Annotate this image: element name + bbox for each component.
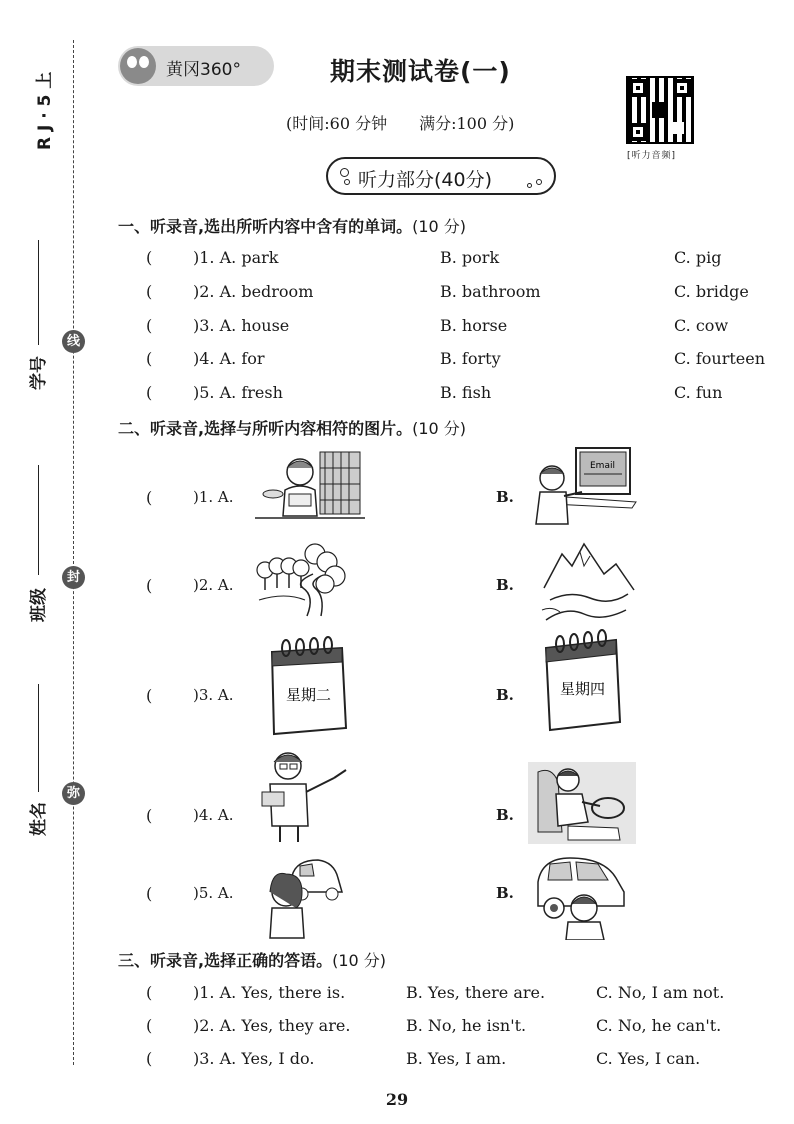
calendar-picture-a[interactable] xyxy=(266,636,348,738)
part3-q3-b: B. Yes, I am. xyxy=(406,1049,507,1068)
part3-q1-a: )1. A. Yes, there is. xyxy=(193,983,346,1002)
seal-mark-close: 弥 xyxy=(62,782,85,805)
part2-q5-a-label: )5. A. xyxy=(193,884,234,902)
answer-paren[interactable]: ( xyxy=(146,806,153,825)
brand-badge xyxy=(118,46,274,86)
man-driving-picture[interactable] xyxy=(528,762,636,844)
part1-q2-b: B. bathroom xyxy=(440,282,541,301)
answer-paren[interactable]: ( xyxy=(146,686,153,705)
exam-info: (时间:60 分钟 满分:100 分) xyxy=(286,114,515,133)
grade-code: R J · 5 上 xyxy=(35,71,55,150)
binding-line xyxy=(73,40,74,1065)
name-label: 姓名 xyxy=(29,802,49,836)
teacher-picture[interactable] xyxy=(258,748,348,844)
mountain-river-picture[interactable] xyxy=(540,540,636,626)
boy-reading-library-picture[interactable] xyxy=(255,450,365,522)
part3-q3-a: )3. A. Yes, I do. xyxy=(193,1049,315,1068)
part2-q1-b-label: B. xyxy=(496,488,514,506)
part1-q4-a: )4. A. for xyxy=(193,349,265,368)
part1-q2-a: )2. A. bedroom xyxy=(193,282,314,301)
class-field[interactable] xyxy=(38,465,39,575)
part1-q1-b: B. pork xyxy=(440,248,500,267)
qr-caption: [听力音频] xyxy=(627,151,677,161)
boy-email-computer-picture[interactable] xyxy=(532,446,638,526)
page-title: 期末测试卷(一) xyxy=(330,57,511,86)
part1-q4-b: B. forty xyxy=(440,349,501,368)
answer-paren[interactable]: ( xyxy=(146,316,153,335)
email-screen-text: Email xyxy=(590,461,615,471)
part2-q1-a-label: )1. A. xyxy=(193,488,234,506)
part1-q1-a: )1. A. park xyxy=(193,248,279,267)
page-number: 29 xyxy=(385,1090,409,1109)
calendar-day-b: 星期四 xyxy=(560,680,606,698)
part2-q4-a-label: )4. A. xyxy=(193,806,234,824)
part2-q5-b-label: B. xyxy=(496,884,514,902)
calendar-day-a: 星期二 xyxy=(286,686,332,704)
answer-paren[interactable]: ( xyxy=(146,383,153,402)
part2-q2-b-label: B. xyxy=(496,576,514,594)
class-label: 班级 xyxy=(29,588,49,622)
part2-q3-b-label: B. xyxy=(496,686,514,704)
part3-heading: 三、听录音,选择正确的答语。(10 分) xyxy=(118,951,387,970)
seal-mark-seal: 封 xyxy=(62,566,85,589)
student-id-field[interactable] xyxy=(38,240,39,345)
calendar-picture-b[interactable] xyxy=(540,626,626,734)
part3-q2-b: B. No, he isn't. xyxy=(406,1016,527,1035)
part1-q2-c: C. bridge xyxy=(674,282,749,301)
part2-q2-a-label: )2. A. xyxy=(193,576,234,594)
section-header-listening xyxy=(326,157,556,195)
answer-paren[interactable]: ( xyxy=(146,983,153,1002)
part1-heading: 一、听录音,选出所听内容中含有的单词。(10 分) xyxy=(118,217,467,236)
part3-q2-a: )2. A. Yes, they are. xyxy=(193,1016,351,1035)
part3-q1-b: B. Yes, there are. xyxy=(406,983,546,1002)
part1-q3-a: )3. A. house xyxy=(193,316,290,335)
answer-paren[interactable]: ( xyxy=(146,488,153,507)
answer-paren[interactable]: ( xyxy=(146,282,153,301)
answer-paren[interactable]: ( xyxy=(146,1016,153,1035)
answer-paren[interactable]: ( xyxy=(146,349,153,368)
answer-paren[interactable]: ( xyxy=(146,576,153,595)
brand-name: 黄冈360° xyxy=(166,60,241,80)
part1-q5-c: C. fun xyxy=(674,383,723,402)
part1-q1-c: C. pig xyxy=(674,248,722,267)
part1-q5-b: B. fish xyxy=(440,383,492,402)
part3-q1-c: C. No, I am not. xyxy=(596,983,725,1002)
seal-mark-line: 线 xyxy=(62,330,85,353)
name-field[interactable] xyxy=(38,684,39,792)
answer-paren[interactable]: ( xyxy=(146,248,153,267)
part1-q3-b: B. horse xyxy=(440,316,508,335)
part2-heading: 二、听录音,选择与所听内容相符的图片。(10 分) xyxy=(118,419,467,438)
brand-logo-icon xyxy=(120,48,156,84)
section-label: 听力部分(40分) xyxy=(358,169,493,191)
part2-q4-b-label: B. xyxy=(496,806,514,824)
boy-car-picture[interactable] xyxy=(534,852,628,940)
part2-q3-a-label: )3. A. xyxy=(193,686,234,704)
part1-q3-c: C. cow xyxy=(674,316,729,335)
trees-road-picture[interactable] xyxy=(255,540,353,618)
part1-q5-a: )5. A. fresh xyxy=(193,383,283,402)
qr-code-icon[interactable] xyxy=(626,76,694,144)
student-id-label: 学号 xyxy=(29,356,49,390)
part3-q2-c: C. No, he can't. xyxy=(596,1016,722,1035)
part3-q3-c: C. Yes, I can. xyxy=(596,1049,701,1068)
answer-paren[interactable]: ( xyxy=(146,1049,153,1068)
answer-paren[interactable]: ( xyxy=(146,884,153,903)
woman-car-picture[interactable] xyxy=(262,852,344,940)
part1-q4-c: C. fourteen xyxy=(674,349,766,368)
